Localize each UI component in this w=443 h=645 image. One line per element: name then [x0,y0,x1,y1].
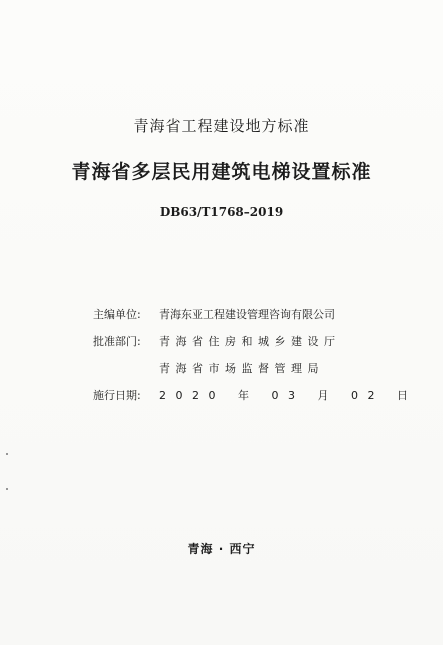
approver-label: 批准部门: [93,335,141,348]
editor-row [93,306,335,322]
standard-category: 青海省工程建设地方标准 [133,117,310,135]
approver-value-1: 青海省住房和城乡建设厅 [159,335,341,348]
editor-label: 主编单位: [93,308,141,321]
standard-code: DB63/T1768–2019 [159,205,284,219]
approver-value-2: 青海省市场监督管理局 [159,362,324,375]
date-row [93,387,417,403]
date-value: 2020 年 03 月 02 日 [159,389,418,402]
approver-row [93,333,341,349]
document-title: 青海省多层民用建筑电梯设置标准 [71,161,372,183]
scan-speck [6,453,8,455]
editor-value: 青海东亚工程建设管理咨询有限公司 [159,308,335,321]
date-label: 施行日期: [93,389,141,402]
publication-place: 青海 · 西宁 [187,542,256,556]
scan-speck [6,488,8,490]
approver-row-2 [93,360,324,376]
